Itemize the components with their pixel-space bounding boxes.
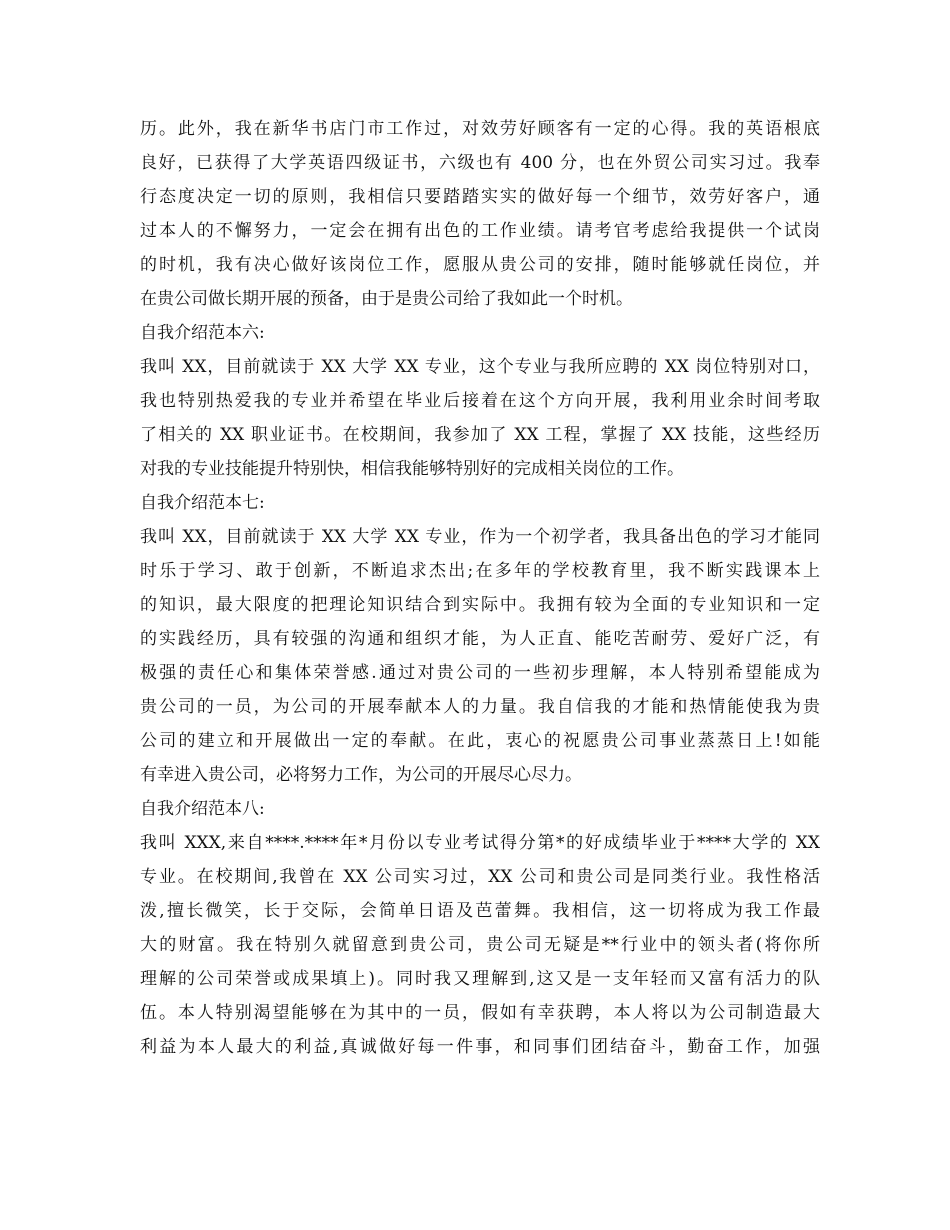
text-line: 时乐于学习、敢于创新，不断追求杰出;在多年的学校教育里，我不断实践课本上 (140, 561, 820, 581)
text-line: 我叫 XX，目前就读于 XX 大学 XX 专业，这个专业与我所应聘的 XX 岗位特别对口， (140, 357, 820, 377)
text-line: 利益为本人最大的利益,真诚做好每一件事，和同事们团结奋斗，勤奋工作，加强 (140, 1037, 820, 1057)
text-line: 极强的责任心和集体荣誉感.通过对贵公司的一些初步理解，本人特别希望能成为 (140, 663, 820, 683)
text-line: 我叫 XX，目前就读于 XX 大学 XX 专业，作为一个初学者，我具备出色的学习才能同 (140, 527, 820, 547)
text-line: 公司的建立和开展做出一定的奉献。在此，衷心的祝愿贵公司事业蒸蒸日上!如能 (140, 731, 820, 751)
text-line: 的实践经历，具有较强的沟通和组织才能，为人正直、能吃苦耐劳、爱好广泛，有 (140, 629, 820, 649)
text-line: 我叫 XXX,来自****.****年*月份以专业考试得分第*的好成绩毕业于****大学的 XX (140, 833, 820, 853)
section-heading: 自我介绍范本六: (140, 323, 265, 343)
section-eight (140, 792, 820, 1064)
text-line: 的时机，我有决心做好该岗位工作，愿服从贵公司的安排，随时能够就任岗位，并 (140, 255, 820, 275)
text-line: 有幸进入贵公司，必将努力工作，为公司的开展尽心尽力。 (140, 765, 582, 785)
section-heading: 自我介绍范本八: (140, 799, 265, 819)
section-six (140, 316, 820, 486)
text-line: 大的财富。我在特别久就留意到贵公司，贵公司无疑是**行业中的领头者(将你所 (140, 935, 820, 955)
document-body (140, 112, 820, 1064)
section-heading: 自我介绍范本七: (140, 493, 265, 513)
text-line: 了相关的 XX 职业证书。在校期间，我参加了 XX 工程，掌握了 XX 技能，这些经历 (140, 425, 820, 445)
text-line: 历。此外，我在新华书店门市工作过，对效劳好顾客有一定的心得。我的英语根底 (140, 119, 820, 139)
text-line: 我也特别热爱我的专业并希望在毕业后接着在这个方向开展，我利用业余时间考取 (140, 391, 820, 411)
text-line: 专业。在校期间,我曾在 XX 公司实习过，XX 公司和贵公司是同类行业。我性格活 (140, 867, 820, 887)
text-line: 的知识，最大限度的把理论知识结合到实际中。我拥有较为全面的专业知识和一定 (140, 595, 820, 615)
text-line: 对我的专业技能提升特别快，相信我能够特别好的完成相关岗位的工作。 (140, 459, 684, 479)
text-line: 伍。本人特别渴望能够在为其中的一员，假如有幸获聘，本人将以为公司制造最大 (140, 1003, 820, 1023)
section-seven (140, 486, 820, 792)
text-line: 理解的公司荣誉或成果填上)。同时我又理解到,这又是一支年轻而又富有活力的队 (140, 969, 820, 989)
paragraph-continuation (140, 112, 820, 316)
text-line: 行态度决定一切的原则，我相信只要踏踏实实的做好每一个细节，效劳好客户，通 (140, 187, 820, 207)
text-line: 过本人的不懈努力，一定会在拥有出色的工作业绩。请考官考虑给我提供一个试岗 (140, 221, 820, 241)
text-line: 泼,擅长微笑，长于交际，会简单日语及芭蕾舞。我相信，这一切将成为我工作最 (140, 901, 820, 921)
text-line: 在贵公司做长期开展的预备，由于是贵公司给了我如此一个时机。 (140, 289, 633, 309)
text-line: 贵公司的一员，为公司的开展奉献本人的力量。我自信我的才能和热情能使我为贵 (140, 697, 820, 717)
text-line: 良好，已获得了大学英语四级证书，六级也有 400 分，也在外贸公司实习过。我奉 (140, 153, 820, 173)
